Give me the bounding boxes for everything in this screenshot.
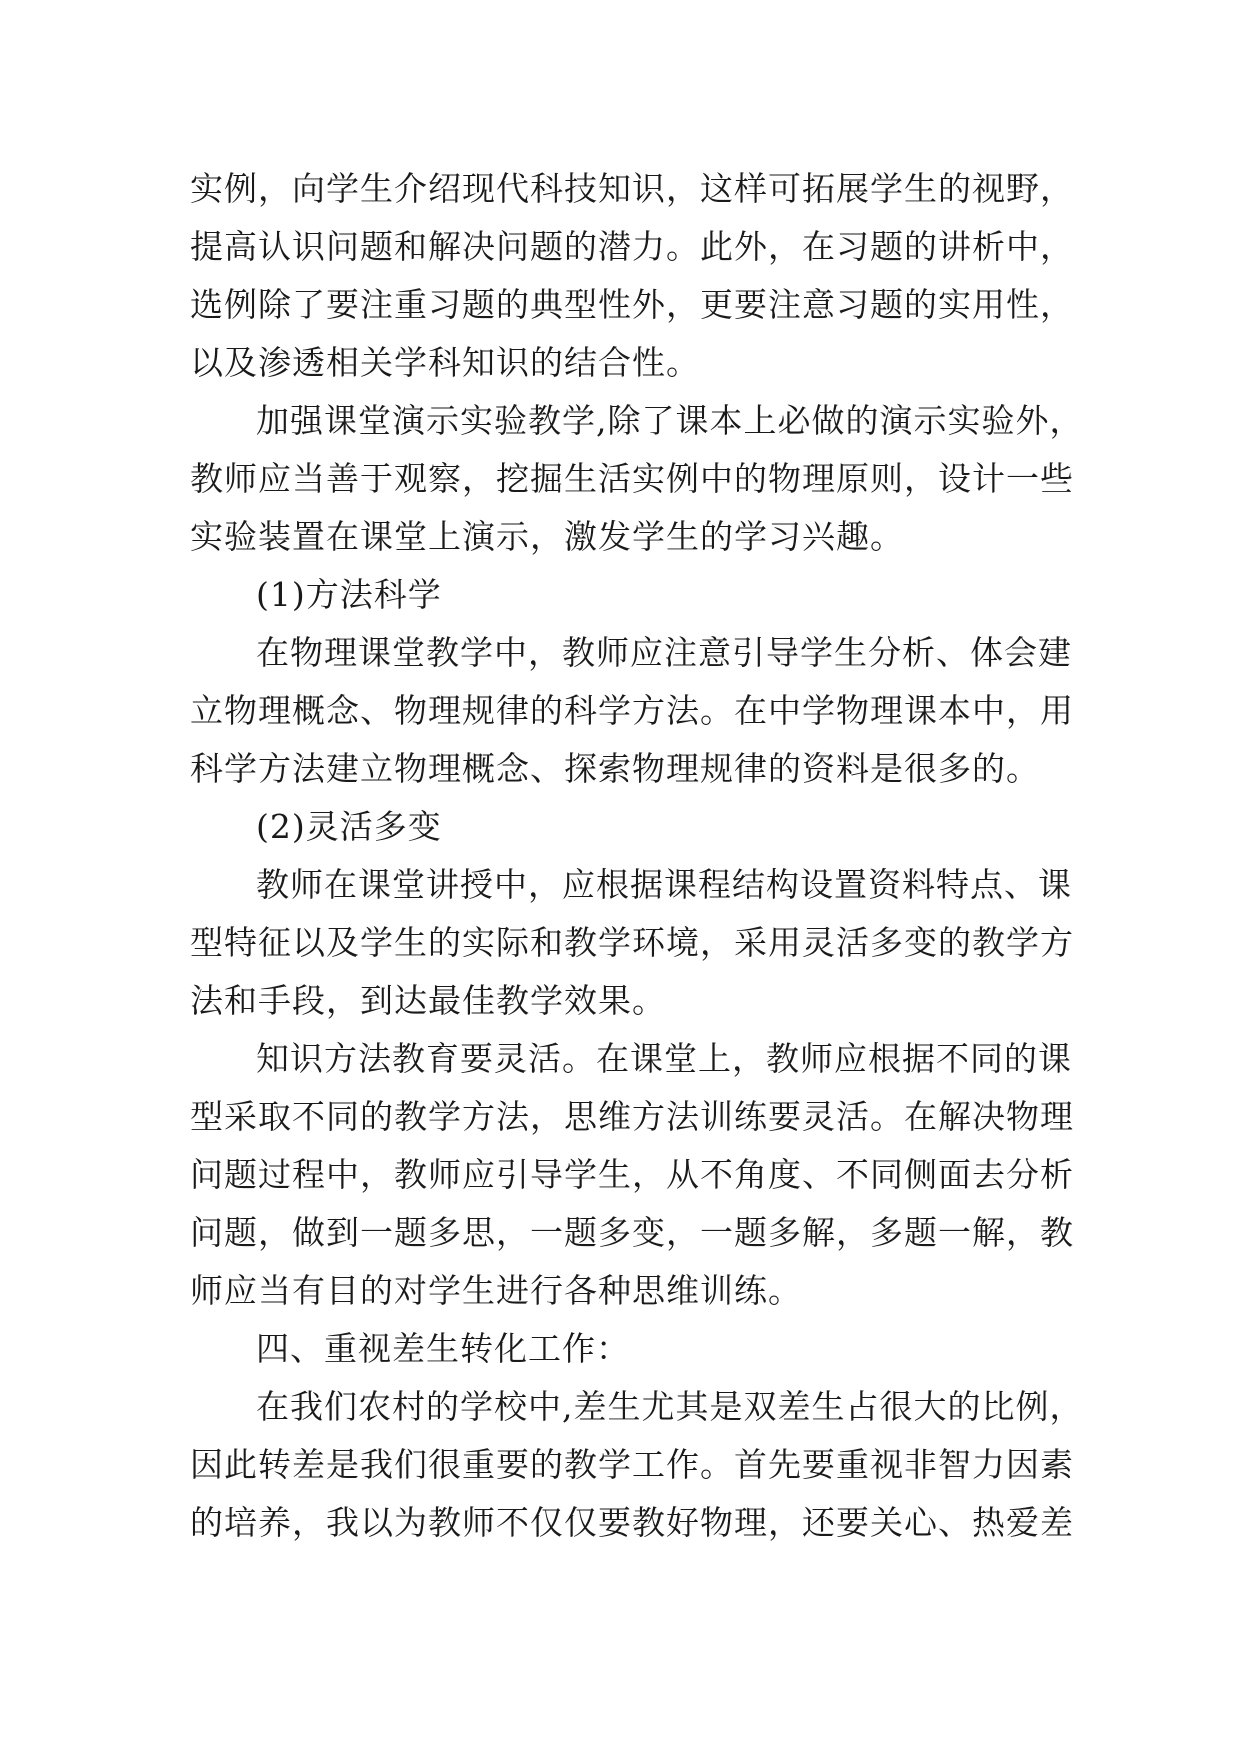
- text-line: 实验装置在课堂上演示，激发学生的学习兴趣。: [190, 517, 904, 556]
- text-line: 问题，做到一题多思，一题多变，一题多解，多题一解，教: [190, 1213, 1074, 1252]
- text-line: 加强课堂演示实验教学,除了课本上必做的演示实验外，: [256, 401, 1084, 440]
- section-heading: (2)灵活多变: [256, 807, 442, 846]
- text-line: 实例，向学生介绍现代科技知识，这样可拓展学生的视野，: [190, 169, 1074, 208]
- text-line: 在我们农村的学校中,差生尤其是双差生占很大的比例，: [256, 1387, 1084, 1426]
- text-line: 知识方法教育要灵活。在课堂上，教师应根据不同的课: [256, 1039, 1072, 1078]
- text-line: 教师在课堂讲授中，应根据课程结构设置资料特点、课: [256, 865, 1072, 904]
- text-line: 型采取不同的教学方法，思维方法训练要灵活。在解决物理: [190, 1097, 1074, 1136]
- text-line: 选例除了要注重习题的典型性外，更要注意习题的实用性，: [190, 285, 1074, 324]
- text-line: 型特征以及学生的实际和教学环境，采用灵活多变的教学方: [190, 923, 1074, 962]
- text-line: 立物理概念、物理规律的科学方法。在中学物理课本中，用: [190, 691, 1074, 730]
- text-line: 的培养，我以为教师不仅仅要教好物理，还要关心、热爱差: [190, 1503, 1074, 1542]
- body-text: [190, 160, 1084, 1552]
- text-line: 科学方法建立物理概念、探索物理规律的资料是很多的。: [190, 749, 1040, 788]
- text-line: 提高认识问题和解决问题的潜力。此外，在习题的讲析中，: [190, 227, 1074, 266]
- text-line: 法和手段，到达最佳教学效果。: [190, 981, 666, 1020]
- text-line: 师应当有目的对学生进行各种思维训练。: [190, 1271, 802, 1310]
- text-line: 在物理课堂教学中，教师应注意引导学生分析、体会建: [256, 633, 1072, 672]
- text-line: 以及渗透相关学科知识的结合性。: [190, 343, 700, 382]
- text-line: 因此转差是我们很重要的教学工作。首先要重视非智力因素: [190, 1445, 1074, 1484]
- text-line: 教师应当善于观察，挖掘生活实例中的物理原则，设计一些: [190, 459, 1074, 498]
- section-heading: (1)方法科学: [256, 575, 442, 614]
- text-line: 问题过程中，教师应引导学生，从不角度、不同侧面去分析: [190, 1155, 1074, 1194]
- section-heading: 四、重视差生转化工作：: [256, 1329, 630, 1368]
